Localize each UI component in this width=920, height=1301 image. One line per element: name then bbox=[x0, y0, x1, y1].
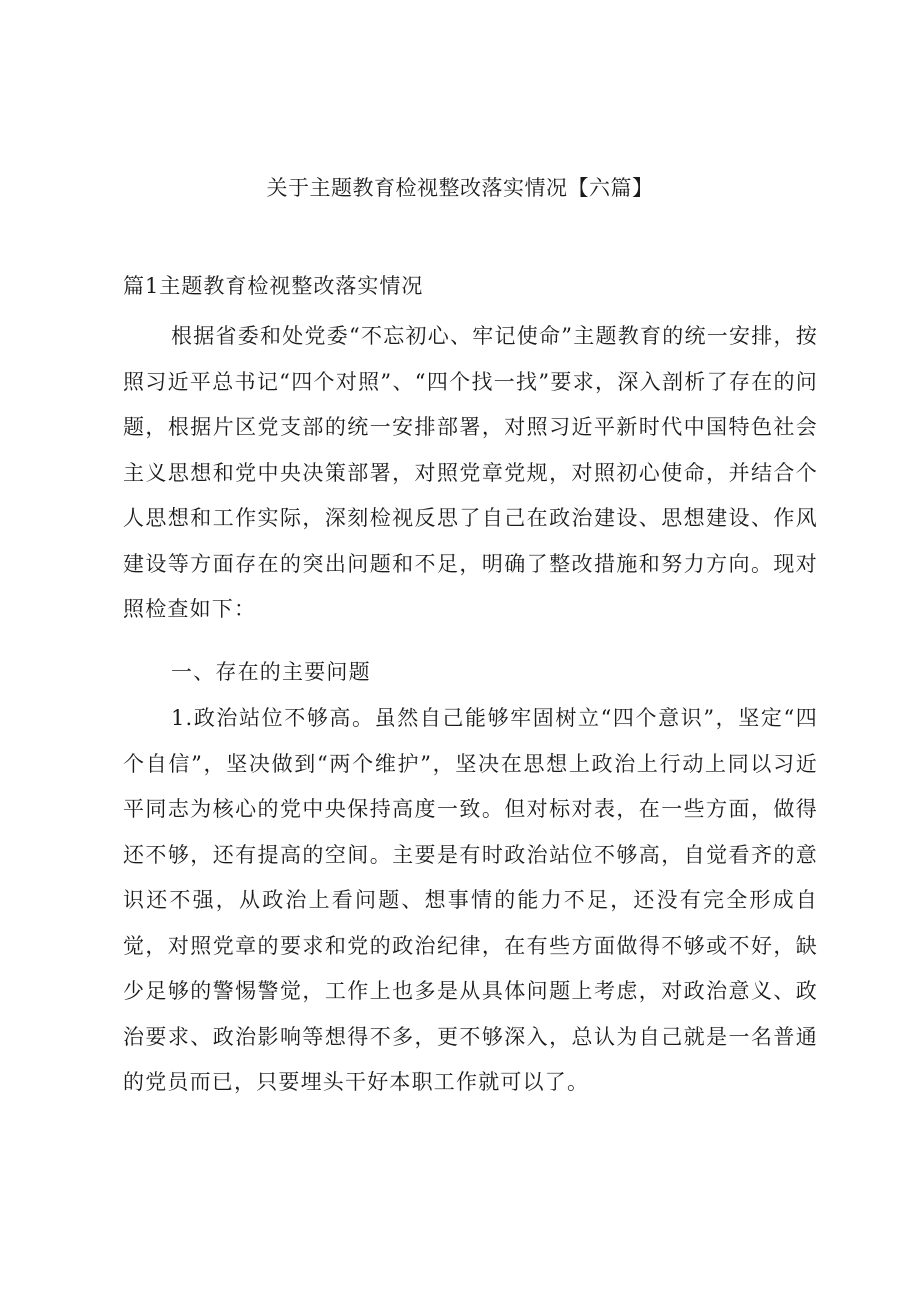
section-title: 篇1主题教育检视整改落实情况 bbox=[123, 274, 424, 298]
heading-main-problems: 一、存在的主要问题 bbox=[171, 660, 371, 684]
document-title: 关于主题教育检视整改落实情况【六篇】 bbox=[266, 176, 654, 200]
item-one-paragraph: 1.政治站位不够高。虽然自己能够牢固树立“四个意识”，坚定“四个自信”，坚决做到“两个维护”，坚决在思想上政治上行动上同以习近平同志为核心的党中央保持高度一致。但对标对表，在一些方面，做得还不够，还有提高的空间。主要是有时政治站位不够高，自觉看齐的意识还不强，从政治上看问题、想事情的能力不足，还没有完全形成自觉，对照党章的要求和党的政治纪律，在有些方面做得不够或不好，缺少足够的警惕警觉，工作上也多是从具体问题上考虑，对政治意义、政治要求、政治影响等想得不多，更不够深入，总认为自己就是一名普通的党员而已，只要埋头干好本职工作就可以了。 bbox=[123, 706, 818, 1094]
intro-paragraph: 根据省委和处党委“不忘初心、牢记使命”主题教育的统一安排，按照习近平总书记“四个对照”、“四个找一找”要求，深入剖析了存在的问题，根据片区党支部的统一安排部署，对照习近平新时代中国特色社会主义思想和党中央决策部署，对照党章党规，对照初心使命，并结合个人思想和工作实际，深刻检视反思了自己在政治建设、思想建设、作风建设等方面存在的突出问题和不足，明确了整改措施和努力方向。现对照检查如下： bbox=[123, 324, 818, 621]
